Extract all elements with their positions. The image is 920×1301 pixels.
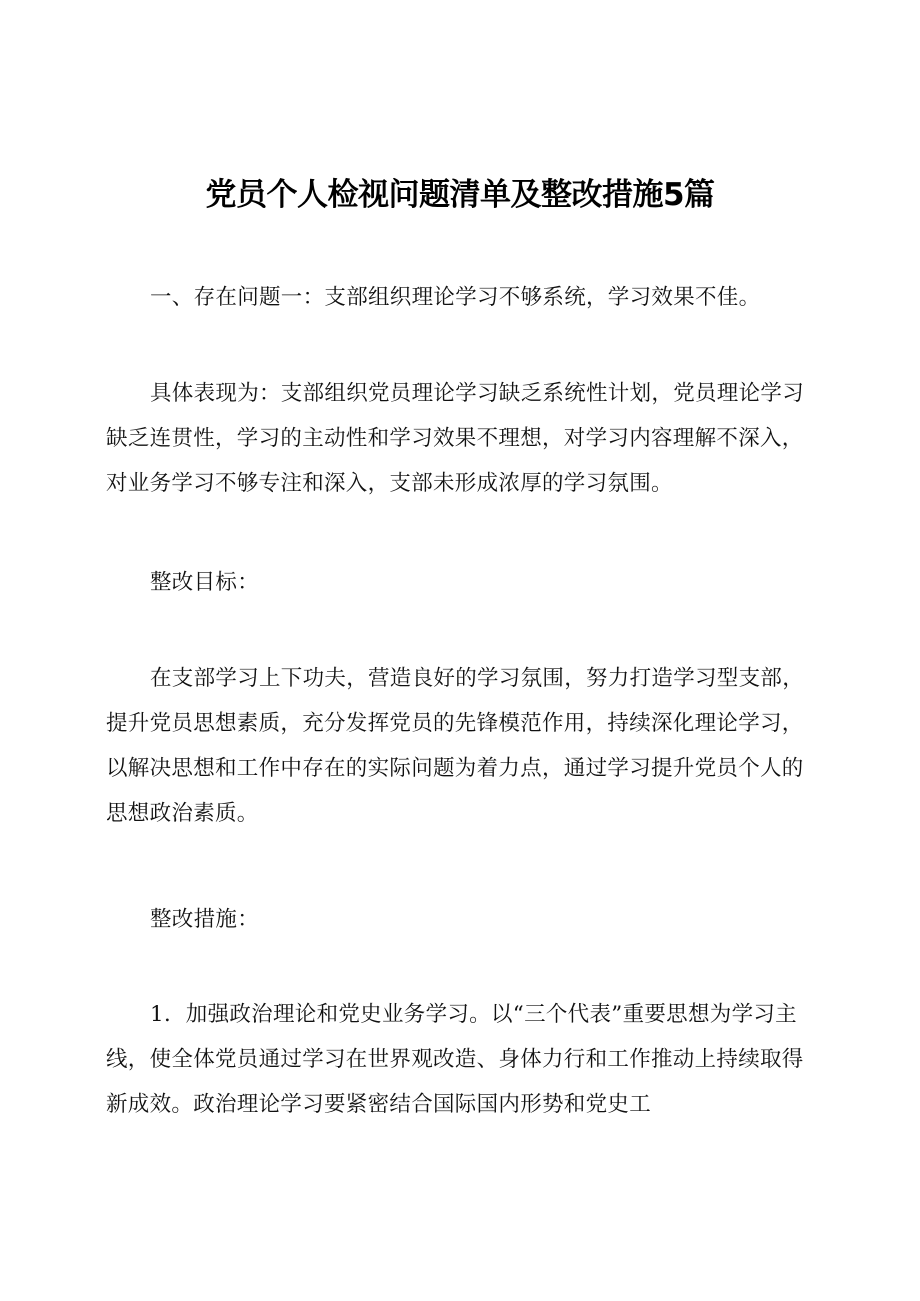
document-title: 党员个人检视问题清单及整改措施5篇 bbox=[205, 177, 715, 213]
manifestation-paragraph: 具体表现为：支部组织党员理论学习缺乏系统性计划，党员理论学习缺乏连贯性，学习的主动性和学习效果不理想，对学习内容理解不深入，对业务学习不够专注和深入，支部未形成浓厚的学习氛围。 bbox=[106, 381, 805, 496]
problem-heading: 一、存在问题一：支部组织理论学习不够系统，学习效果不佳。 bbox=[150, 285, 761, 310]
measure-1-paragraph: 1．加强政治理论和党史业务学习。以“三个代表”重要思想为学习主线，使全体党员通过学习在世界观改造、身体力行和工作推动上持续取得新成效。政治理论学习要紧密结合国际国内形势和党史工 bbox=[106, 1002, 804, 1117]
goal-heading: 整改目标： bbox=[150, 570, 260, 595]
measures-heading: 整改措施： bbox=[150, 907, 260, 932]
goal-paragraph: 在支部学习上下功夫，营造良好的学习氛围，努力打造学习型支部，提升党员思想素质，充分发挥党员的先锋模范作用，持续深化理论学习，以解决思想和工作中存在的实际问题为着力点，通过学习提升党员个人的思想政治素质。 bbox=[106, 666, 805, 826]
